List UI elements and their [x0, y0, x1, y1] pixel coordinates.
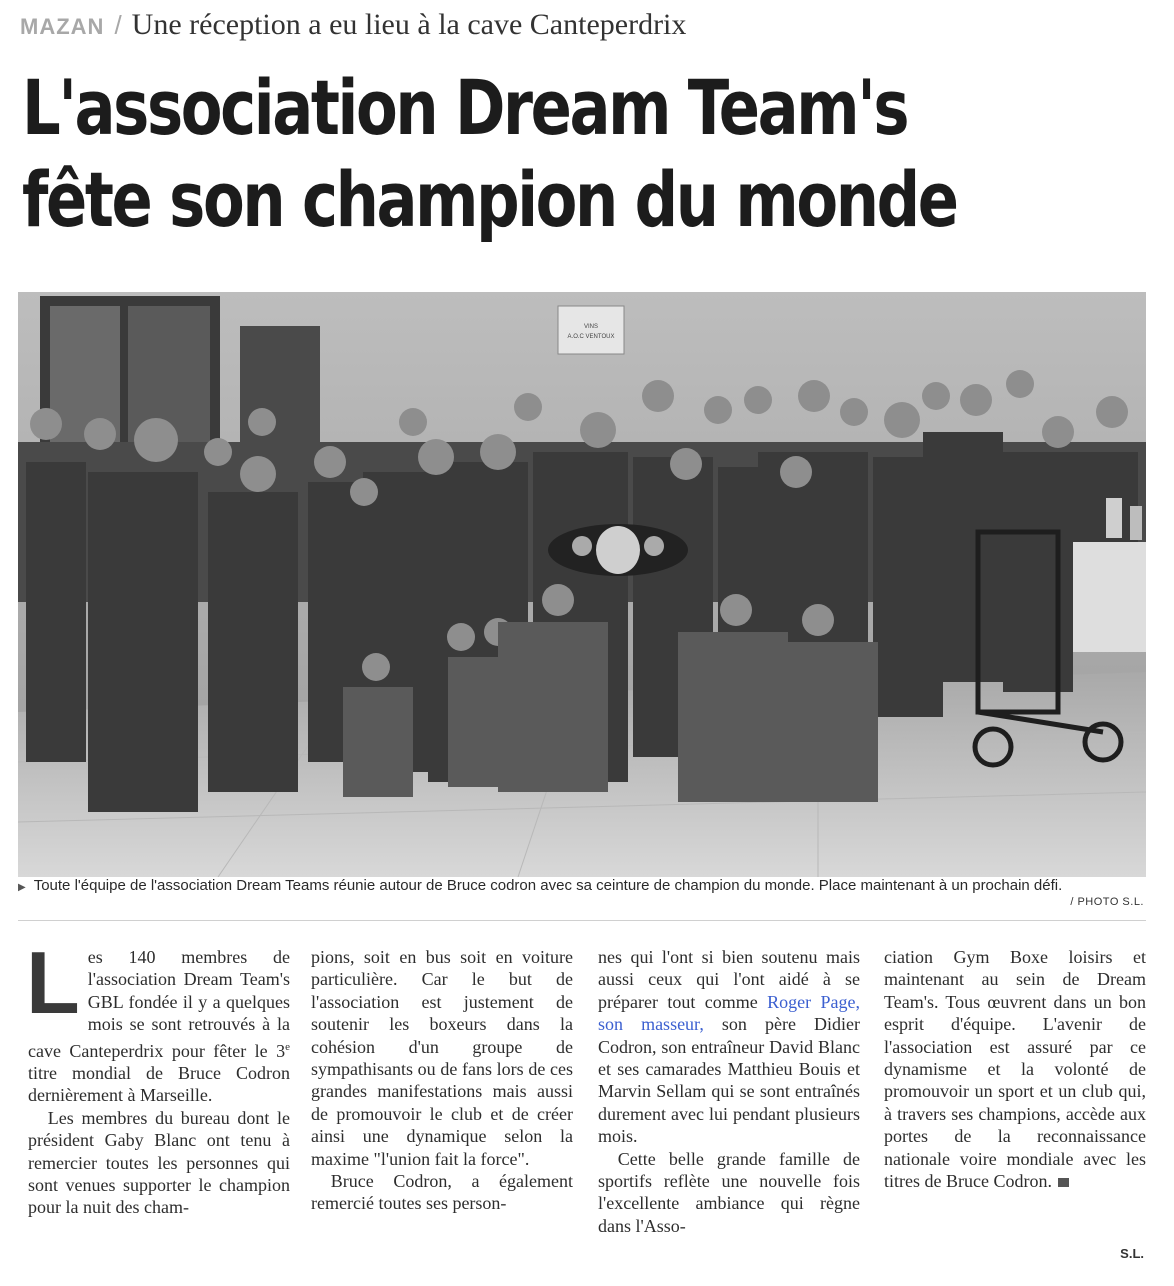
paragraph: Bruce Codron, a également remercié toutes ses person-	[311, 1171, 573, 1214]
group-photo	[18, 292, 1146, 877]
article-column-4	[884, 946, 1146, 1192]
caption-marker-icon: ▶	[18, 882, 26, 893]
paragraph: pions, soit en bus soit en voiture particulière. Car le but de l'association est justement de soutenir les boxeurs dans la cohésion d'un groupe de sympathisants ou de fans lors de ces grandes manifestations mais aussi de promouvoir le club et de créer ainsi une dynamique selon la maxime "l'union fait la force".	[311, 947, 573, 1169]
kicker-separator: /	[114, 10, 122, 40]
dropcap: L	[26, 933, 80, 1032]
headline-line-2: fête son champion du monde	[22, 155, 957, 244]
paragraph-text-end: titre mondial de Bruce Codron dernièrement à Marseille.	[28, 1063, 290, 1106]
wall-sign	[558, 306, 624, 354]
article-column-2	[311, 946, 573, 1215]
photo-caption	[18, 876, 1146, 897]
article-column-1	[26, 933, 290, 1219]
headline	[22, 62, 1162, 246]
author-signature: S.L.	[1120, 1246, 1144, 1261]
paragraph: Cette belle grande famille de sportifs reflète une nouvelle fois l'excellente ambiance qui règne dans l'Asso-	[598, 1148, 860, 1236]
caption-text: Toute l'équipe de l'association Dream Teams réunie autour de Bruce codron avec sa ceinture de champion du monde. Place maintenant à un prochain défi.	[33, 877, 1063, 894]
wall-sign-line-1: VINS	[583, 324, 599, 330]
paragraph	[26, 933, 290, 1107]
photo-credit: / PHOTO S.L.	[1070, 896, 1144, 908]
paragraph	[884, 946, 1146, 1192]
highlighted-name: Roger Page, son masseur,	[598, 991, 860, 1035]
kicker-place: MAZAN	[20, 14, 105, 39]
paragraph-text-end: son père Didier Codron, son entraîneur David Blanc et ses camarades Matthieu Bouis et Marvin Sellam qui se sont entraînés durement avec lui pendant plusieurs mois.	[598, 1014, 860, 1147]
article-column-3	[598, 946, 860, 1237]
kicker	[20, 8, 686, 48]
paragraph-text: ciation Gym Boxe loisirs et maintenant au sein de Dream Team's. Tous œuvrent dans un bon esprit d'équipe. L'avenir de l'association est assuré par ce dynamisme et la volonté de promouvoir un sport et un club qui, à travers ses champions, accède aux portes de la reconnaissance nationale voire mondiale avec les titres de Bruce Codron.	[884, 947, 1146, 1192]
wall-sign-line-2: A.O.C VENTOUX	[567, 334, 615, 340]
paragraph-text: es 140 membres de l'association Dream Team's GBL fondée il y a quelques mois se sont retrouvés à la cave Canteperdrix pour fêter le 3	[28, 947, 290, 1061]
headline-line-1: L'association Dream Team's	[22, 63, 908, 152]
end-mark-icon	[1058, 1178, 1069, 1187]
kicker-subtitle: Une réception a eu lieu à la cave Canteperdrix	[131, 8, 687, 41]
divider	[18, 920, 1146, 921]
paragraph-text: nes qui l'ont si bien soutenu mais aussi ceux qui l'ont aidé à se préparer tout comme	[598, 947, 860, 1012]
superscript: e	[285, 1040, 290, 1053]
paragraph: Les membres du bureau dont le président Gaby Blanc ont tenu à remercier toutes les personnes qui sont venues supporter le champion pour la nuit des cham-	[28, 1107, 290, 1218]
paragraph	[598, 946, 860, 1148]
group-photo-icon	[18, 292, 1146, 877]
